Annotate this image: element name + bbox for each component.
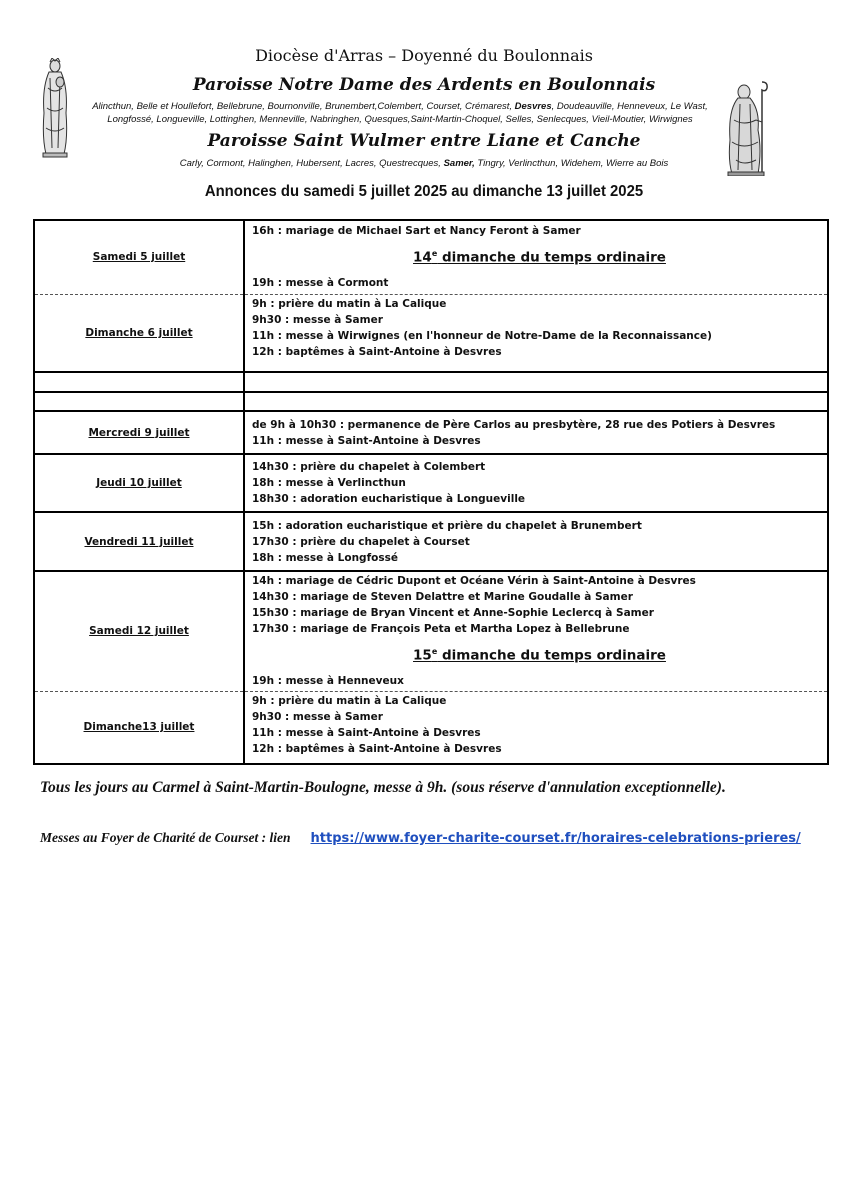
schedule-table [33,219,829,765]
event-line: 17h30 : mariage de François Peta et Martha Lopez à Bellebrune [252,623,630,636]
events-cell [244,411,828,454]
event-line: 11h : messe à Saint-Antoine à Desvres [252,434,481,447]
event-line: 11h : messe à Saint-Antoine à Desvres [252,726,481,739]
event-line: 16h : mariage de Michael Sart et Nancy Feront à Samer [252,225,581,238]
table-row [34,294,828,372]
sunday-heading [252,637,827,667]
parish1-villages-bold: Desvres [514,101,552,112]
sunday-number: 14 [413,249,432,266]
event-line: 9h : prière du matin à La Calique [252,694,447,707]
event-line: 18h : messe à Longfossé [252,551,398,564]
announcement-title: Annonces du samedi 5 juillet 2025 au dimanche 13 juillet 2025 [204,183,644,200]
day-cell: Vendredi 11 juillet [34,512,244,571]
table-row [34,691,828,764]
sunday-text: dimanche du temps ordinaire [437,249,666,266]
event-line: de 9h à 10h30 : permanence de Père Carlos au presbytère, 28 rue des Potiers à Desvres [252,418,776,431]
events-cell [244,294,828,372]
parish1-villages-text-a: Alincthun, Belle et Houllefort, Bellebrune, Bournonville, Brunembert,Colembert, Courset, Crémarest, [92,101,515,112]
events-cell [244,220,828,294]
day-cell: Mercredi 9 juillet [34,411,244,454]
parish1-villages-text-b: , Doudeauville, Henneveux, Le Wast, [551,101,708,112]
table-row [34,512,828,571]
diocese-heading: Diocèse d'Arras – Doyenné du Boulonnais [255,46,593,65]
event-line: 19h : messe à Cormont [252,277,389,290]
foyer-note [40,830,801,846]
table-row [34,454,828,512]
parish1-villages [80,100,720,126]
event-line: 12h : baptêmes à Saint-Antoine à Desvres [252,742,502,755]
event-line: 14h : mariage de Cédric Dupont et Océane Vérin à Saint-Antoine à Desvres [252,575,696,588]
events-cell [244,691,828,764]
event-line: 11h : messe à Wirwignes (en l'honneur de Notre-Dame de la Reconnaissance) [252,329,712,342]
sunday-ordinal: e [431,249,438,259]
event-line: 15h : adoration eucharistique et prière du chapelet à Brunembert [252,519,642,532]
table-row [34,571,828,691]
event-line: 14h30 : prière du chapelet à Colembert [252,461,486,473]
table-row [34,220,828,294]
day-cell: Jeudi 10 juillet [34,454,244,512]
event-line: 14h30 : mariage de Steven Delattre et Marine Goudalle à Samer [252,591,633,604]
parish1-title: Paroisse Notre Dame des Ardents en Boulonnais [192,75,656,95]
table-row-empty [34,392,828,411]
events-cell [244,512,828,571]
event-line: 9h30 : messe à Samer [252,710,383,723]
parish2-villages-bold: Samer, [443,158,475,169]
event-line: 17h30 : prière du chapelet à Courset [252,535,470,548]
event-line: 15h30 : mariage de Bryan Vincent et Anne-Sophie Leclercq à Samer [252,607,654,620]
day-cell [34,392,244,411]
event-line: 19h : messe à Henneveux [252,675,404,688]
day-cell: Dimanche 6 juillet [34,294,244,372]
parish2-villages-text-b: Tingry, Verlincthun, Widehem, Wierre au Bois [474,158,669,169]
day-cell: Dimanche13 juillet [34,691,244,764]
table-row-empty [34,372,828,392]
event-line: 18h30 : adoration eucharistique à Longueville [252,493,526,505]
day-cell [34,372,244,392]
parish2-villages [0,157,848,170]
events-cell [244,392,828,411]
events-cell [244,571,828,691]
event-line: 9h : prière du matin à La Calique [252,297,447,310]
parish2-villages-text-a: Carly, Cormont, Halinghen, Hubersent, Lacres, Questrecques, [179,158,444,169]
events-cell [244,454,828,512]
sunday-ordinal: e [431,647,438,657]
carmel-note: Tous les jours au Carmel à Saint-Martin-Boulogne, messe à 9h. (sous réserve d'annulation exceptionnelle). [40,779,726,796]
day-cell: Samedi 5 juillet [34,220,244,294]
parish2-title: Paroisse Saint Wulmer entre Liane et Canche [207,131,641,151]
event-line: 12h : baptêmes à Saint-Antoine à Desvres [252,345,502,358]
sunday-text: dimanche du temps ordinaire [437,647,666,664]
foyer-link[interactable]: https://www.foyer-charite-courset.fr/horaires-celebrations-prieres/ [310,831,801,846]
event-line: 18h : messe à Verlincthun [252,477,406,489]
foyer-label: Messes au Foyer de Charité de Courset : lien [40,830,291,845]
events-cell [244,372,828,392]
event-line: 9h30 : messe à Samer [252,313,383,326]
sunday-number: 15 [413,647,432,664]
table-row [34,411,828,454]
sunday-heading [252,239,827,269]
day-cell: Samedi 12 juillet [34,571,244,691]
parish1-villages-text-c: Longfossé, Longueville, Lottinghen, Menneville, Nabringhen, Quesques,Saint-Martin-Choquel, Selles, Senlecques, Vieil-Moutier, Wirwignes [107,114,693,125]
